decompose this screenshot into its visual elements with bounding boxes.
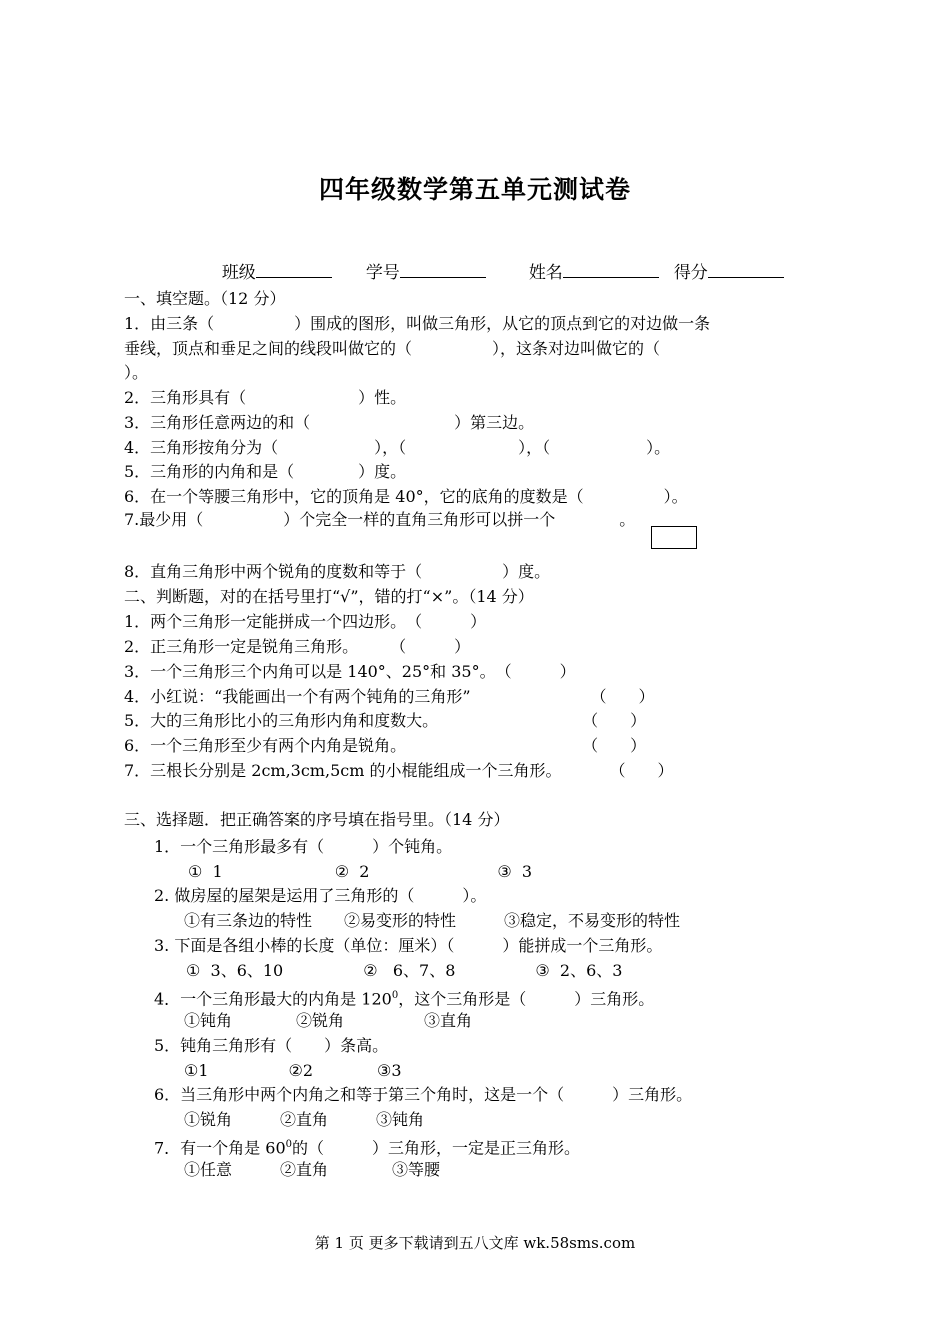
score-field [663,238,784,283]
choice-q3-options: ① 3、6、10 ② 6、7、8 ③ 2、6、3 [186,961,623,980]
fill-q1-line3: ）。 [124,363,149,382]
page-footer: 第 1 页 更多下载请到五八文库 wk.58sms.com [314,1234,636,1252]
name-label: 姓名 [528,263,563,283]
choice-q7 [154,1133,580,1160]
degree-superscript: 0 [391,990,399,1001]
fill-q6: 6．在一个等腰三角形中，它的顶角是 40°，它的底角的度数是（ ）。 [124,487,688,506]
choice-q5-options: ①1 ②2 ③3 [184,1061,402,1080]
choice-q1-options: ① 1 ② 2 ③ 3 [188,862,533,881]
class-field [211,238,332,283]
fill-q4: 4．三角形按角分为（ ），（ ），（ ）。 [124,438,671,457]
judge-item-2: 2．正三角形一定是锐角三角形。 （ ） [124,637,471,656]
class-blank[interactable] [256,259,332,278]
fill-q2: 2．三角形具有（ ）性。 [124,388,407,407]
name-blank[interactable] [563,259,659,278]
choice-q7-rest: 的（ ）三角形，一定是正三角形。 [292,1138,581,1158]
degree-superscript: 0 [285,1139,293,1150]
page-title: 四年级数学第五单元测试卷 [318,175,631,204]
number-field [355,238,486,283]
choice-q2-options: ①有三条边的特性 ②易变形的特性 ③稳定，不易变形的特性 [184,911,681,930]
choice-q4-options: ①钝角 ②锐角 ③直角 [184,1011,473,1030]
section1-heading: 一、填空题。（12 分） [124,289,286,308]
choice-q1: 1．一个三角形最多有（ ）个钝角。 [154,837,453,856]
judge-item-1: 1．两个三角形一定能拼成一个四边形。 （ ） [124,612,487,631]
score-blank[interactable] [708,259,784,278]
score-label: 得分 [673,263,708,283]
fill-q5: 5．三角形的内角和是（ ）度。 [124,462,407,481]
number-blank[interactable] [400,259,486,278]
judge-item-7: 7．三根长分别是 2cm,3cm,5cm 的小棍能组成一个三角形。 （ ） [124,761,674,780]
section3-heading: 三、选择题．把正确答案的序号填在指号里。（14 分） [124,810,510,829]
answer-box[interactable] [651,526,697,549]
choice-q5: 5．钝角三角形有（ ）条高。 [154,1036,389,1055]
fill-q7: 7.最少用（ ）个完全一样的直角三角形可以拼一个 。 [124,510,636,529]
section2-heading: 二、判断题，对的在括号里打“√”，错的打“×”。（14 分） [124,587,534,606]
choice-q2: 2. 做房屋的屋架是运用了三角形的（ ）。 [154,886,487,905]
fill-q8: 8．直角三角形中两个锐角的度数和等于（ ）度。 [124,562,551,581]
choice-q4-text: 4．一个三角形最大的内角是 120 [154,989,392,1009]
choice-q4-rest: ，这个三角形是（ ）三角形。 [398,989,655,1009]
judge-item-5: 5．大的三角形比小的三角形内角和度数大。 （ ） [124,711,647,730]
choice-q6-options: ①锐角 ②直角 ③钝角 [184,1110,425,1129]
number-label: 学号 [365,263,400,283]
judge-item-4: 4．小红说：“我能画出一个有两个钝角的三角形” （ ） [124,687,655,706]
fill-q1-line2: 垂线，顶点和垂足之间的线段叫做它的（ ），这条对边叫做它的（ [124,339,661,358]
name-field [518,238,659,283]
class-label: 班级 [221,263,256,283]
choice-q7-options: ①任意 ②直角 ③等腰 [184,1160,441,1179]
judge-item-6: 6．一个三角形至少有两个内角是锐角。 （ ） [124,736,647,755]
choice-q7-text: 7．有一个角是 60 [154,1138,286,1158]
choice-q4 [154,984,654,1011]
judge-item-3: 3．一个三角形三个内角可以是 140°、25°和 35°。 （ ） [124,662,576,681]
choice-q6: 6．当三角形中两个内角之和等于第三个角时，这是一个（ ）三角形。 [154,1085,693,1104]
fill-q1-line1: 1．由三条（ ）围成的图形，叫做三角形，从它的顶点到它的对边做一条 [124,314,711,333]
choice-q3: 3. 下面是各组小棒的长度（单位：厘米）（ ）能拼成一个三角形。 [154,936,663,955]
fill-q3: 3．三角形任意两边的和（ ）第三边。 [124,413,535,432]
